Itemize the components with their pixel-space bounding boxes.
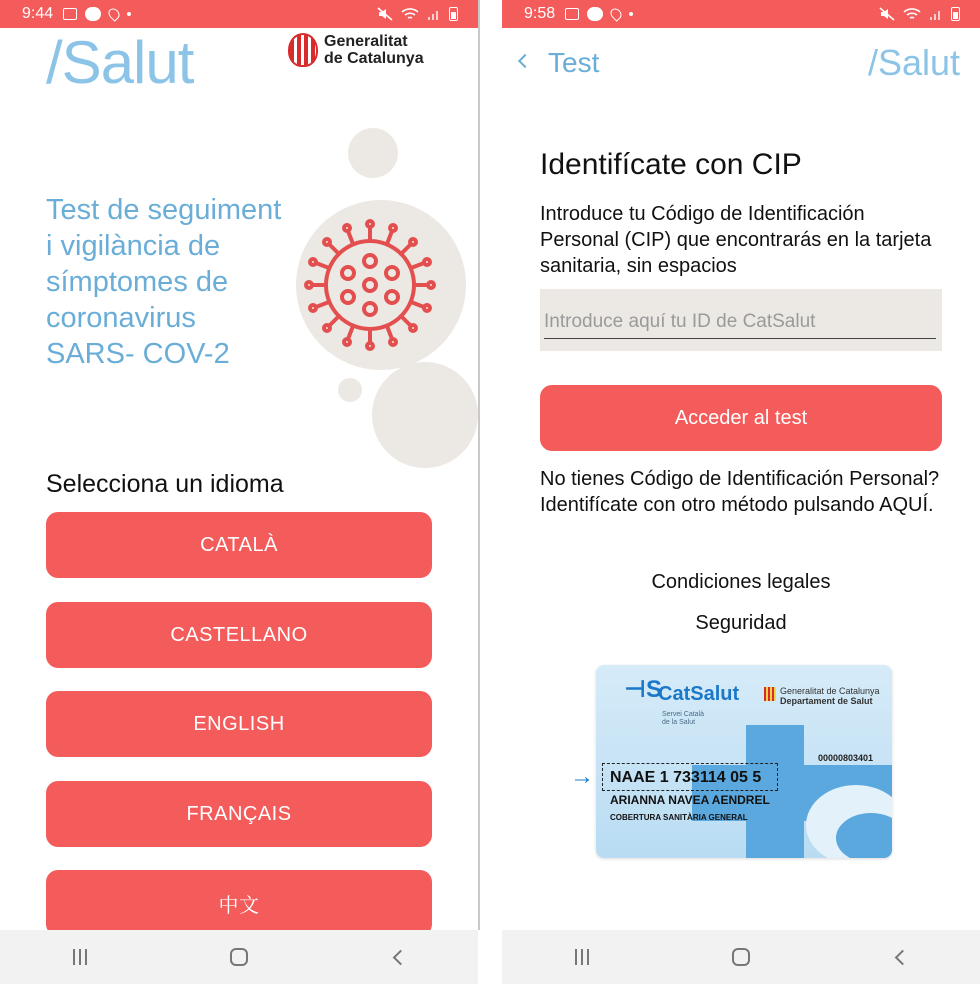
decor-circle bbox=[372, 362, 478, 468]
back-icon bbox=[393, 949, 409, 965]
home-icon bbox=[732, 948, 750, 966]
access-test-button[interactable]: Acceder al test bbox=[540, 385, 942, 451]
mail-icon bbox=[587, 7, 603, 21]
image-icon bbox=[565, 8, 579, 20]
back-button[interactable] bbox=[870, 937, 930, 977]
home-button[interactable] bbox=[209, 937, 269, 977]
generalitat-text bbox=[324, 33, 424, 67]
status-time: 9:44 bbox=[22, 5, 54, 22]
card-issuer-line1: Generalitat de Catalunya bbox=[780, 686, 880, 696]
card-servei-line2: de la Salut bbox=[662, 719, 696, 726]
location-icon bbox=[106, 6, 122, 22]
generalitat-emblem-icon bbox=[764, 687, 776, 701]
card-servei bbox=[662, 711, 704, 727]
status-icons-right bbox=[377, 7, 458, 21]
alternative-login-link[interactable]: No tienes Código de Identificación Personal? Identifícate con otro método pulsando AQUÍ. bbox=[540, 468, 940, 516]
language-button-english[interactable]: ENGLISH bbox=[46, 691, 432, 757]
location-icon bbox=[608, 6, 624, 22]
home-icon bbox=[230, 948, 248, 966]
notification-dot-icon bbox=[127, 12, 131, 16]
decor-circle bbox=[348, 128, 398, 178]
language-button-francais[interactable]: FRANÇAIS bbox=[46, 781, 432, 847]
system-nav-bar bbox=[0, 930, 478, 984]
language-heading: Selecciona un idioma bbox=[46, 470, 284, 498]
chevron-left-icon bbox=[518, 54, 532, 68]
salut-logo: /Salut bbox=[46, 29, 194, 96]
cip-input-container bbox=[540, 289, 942, 351]
generalitat-line1: Generalitat bbox=[324, 33, 408, 50]
language-button-castellano[interactable]: CASTELLANO bbox=[46, 602, 432, 668]
catsalut-logo-icon: ⊣S bbox=[624, 676, 662, 703]
battery-icon bbox=[951, 7, 960, 21]
page-title: Identifícate con CIP bbox=[540, 148, 802, 181]
generalitat-logo bbox=[288, 33, 424, 67]
mute-icon bbox=[879, 7, 895, 21]
back-icon bbox=[895, 949, 911, 965]
card-servei-line1: Servei Català bbox=[662, 711, 705, 718]
card-coverage: COBERTURA SANITÀRIA GENERAL bbox=[610, 813, 748, 822]
legal-conditions-link[interactable]: Condiciones legales bbox=[651, 571, 831, 593]
wifi-icon bbox=[401, 7, 419, 21]
wifi-icon bbox=[903, 7, 921, 21]
card-brand: CatSalut bbox=[658, 683, 740, 705]
recents-icon[interactable] bbox=[50, 937, 110, 977]
status-bar bbox=[502, 0, 980, 28]
language-button-catala[interactable]: CATALÀ bbox=[46, 512, 432, 578]
language-screen bbox=[0, 0, 478, 984]
generalitat-emblem-icon bbox=[288, 33, 318, 67]
catsalut-card-image bbox=[596, 665, 892, 858]
status-time: 9:58 bbox=[524, 5, 556, 22]
cip-input[interactable] bbox=[544, 305, 936, 339]
card-issuer-line2: Departament de Salut bbox=[780, 696, 873, 706]
back-label[interactable]: Test bbox=[548, 47, 600, 78]
status-icons-left bbox=[565, 7, 633, 21]
home-button[interactable] bbox=[711, 937, 771, 977]
card-issuer bbox=[780, 686, 880, 706]
language-button-chinese[interactable]: 中文 bbox=[46, 870, 432, 936]
battery-icon bbox=[449, 7, 458, 21]
card-cip-number: NAAE 1 733114 05 5 bbox=[610, 769, 762, 786]
system-nav-bar bbox=[502, 930, 980, 984]
app-title: Test de seguiment i vigilància de símptomes de coronavirus SARS- COV-2 bbox=[46, 194, 282, 370]
card-holder-name: ARIANNA NAVEA AENDREL bbox=[610, 793, 770, 807]
status-icons-left bbox=[63, 7, 131, 21]
signal-icon bbox=[929, 7, 943, 21]
image-icon bbox=[63, 8, 77, 20]
security-link[interactable]: Seguridad bbox=[695, 612, 787, 634]
recents-icon[interactable] bbox=[552, 937, 612, 977]
card-serial: 00000803401 bbox=[818, 753, 874, 763]
mail-icon bbox=[85, 7, 101, 21]
coronavirus-icon bbox=[300, 215, 440, 355]
decor-circle bbox=[338, 378, 362, 402]
back-button[interactable] bbox=[368, 937, 428, 977]
status-icons-right bbox=[879, 7, 960, 21]
generalitat-line2: de Catalunya bbox=[324, 50, 424, 67]
signal-icon bbox=[427, 7, 441, 21]
cip-login-screen bbox=[502, 0, 980, 984]
salut-logo: /Salut bbox=[867, 42, 960, 83]
status-bar bbox=[0, 0, 478, 28]
notification-dot-icon bbox=[629, 12, 633, 16]
cip-description: Introduce tu Código de Identificación Personal (CIP) que encontrarás en la tarjeta sanitaria, sin espacios bbox=[540, 203, 932, 277]
screen-divider bbox=[478, 0, 502, 984]
mute-icon bbox=[377, 7, 393, 21]
arrow-right-icon: → bbox=[570, 763, 594, 790]
